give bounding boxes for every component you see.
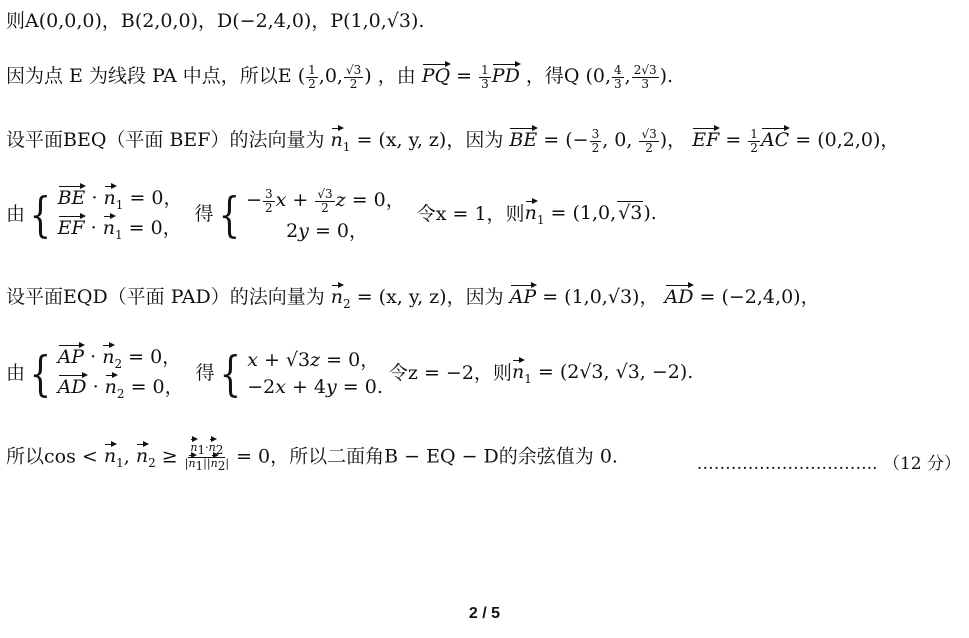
text-segment: 由 [6, 362, 26, 385]
text-segment: 得 [194, 203, 214, 226]
text-line-6: 由 { AP · $n_2 = 0$， AD · $n_2 = 0$， 得 { x + √3z = 0， −2x + 4y = 0. 令z = −2，则 $n_1 = (2√3$, √3, −2). [6, 345, 694, 402]
text-segment: ，由 [377, 65, 416, 88]
text-segment: = (−2,4,0)， [699, 286, 820, 308]
score-value: （12 分） [882, 454, 961, 474]
text-segment: 设平面BEQ（平面 BEF）的法向量为 [6, 129, 325, 152]
dot-leader: ………………………….. [696, 454, 878, 474]
text-segment: 因为点 E 为线段 PA 中点，所以E [6, 65, 292, 88]
score-note [697, 449, 961, 474]
text-segment: 令x = 1，则 [416, 203, 525, 226]
text-segment: ， [667, 129, 687, 152]
text-line-1: 则A(0,0,0)，B(2,0,0)，D(−2,4,0)，P(1,0,√3). [6, 10, 425, 32]
text-segment: = (x, y, z)，因为 [356, 286, 504, 308]
text-segment: 设平面EQD（平面 PAD）的法向量为 [6, 286, 325, 308]
fraction: $\frac{√3}{2}$ [345, 63, 362, 91]
text-line-3: 设平面BEQ（平面 BEF）的法向量为 $n_1 = (x$, y, z)，因为 BE = (− $\frac{3}{2}$ , 0, $\frac{√3}{2}$ )， EF = $\frac{1}{2}$ AC = (0,2,0)， [6, 127, 900, 155]
text-line-7: 所以$\cos < n_1$, $n_2$ ≥ $\frac{n_1\cdot n_2}{|n_1||n_2|}$ = 0，所以二面角B − EQ − D的余弦值为 0. [6, 441, 618, 473]
page-number: 2 / 5 [468, 605, 501, 622]
text-segment: 由 [6, 203, 26, 226]
text-segment: ，得Q [525, 65, 580, 88]
text-segment: 所以cos < [6, 445, 98, 468]
text-segment: 令z = −2，则 [388, 362, 512, 385]
fraction: $\frac{1}{2}$ [308, 63, 316, 91]
text-line-5: 设平面EQD（平面 PAD）的法向量为 $n_2 = (x$, y, z)，因为 AP = (1,0,√3)， AD = (−2,4,0)， [6, 286, 820, 311]
text-segment: = 0，所以二面角B − EQ − D的余弦值为 0. [236, 445, 618, 468]
text-segment: = (x, y, z)，因为 [356, 129, 504, 152]
text-line-2: 因为点 E 为线段 PA 中点，所以E ( $\frac{1}{2}$ ,0, $\frac{√3}{2}$ ) ，由 PQ = $\frac{1}{3}$ PD ，得Q (0, $\frac{4}{3}$ , $\frac{2√3}{3}$ ). [6, 63, 674, 91]
text-line-4: 由 { BE · $n_1 = 0$， EF · $n_1 = 0$， 得 { − $\frac{3}{2}$ x + $\frac{√3}{2}$ z = 0， 2y = 0， 令x = 1，则 $n_1 = (1,0$, √3). [6, 186, 657, 243]
text-segment: 得 [195, 362, 215, 385]
text-segment: = (1,0,√3)， [542, 286, 659, 308]
